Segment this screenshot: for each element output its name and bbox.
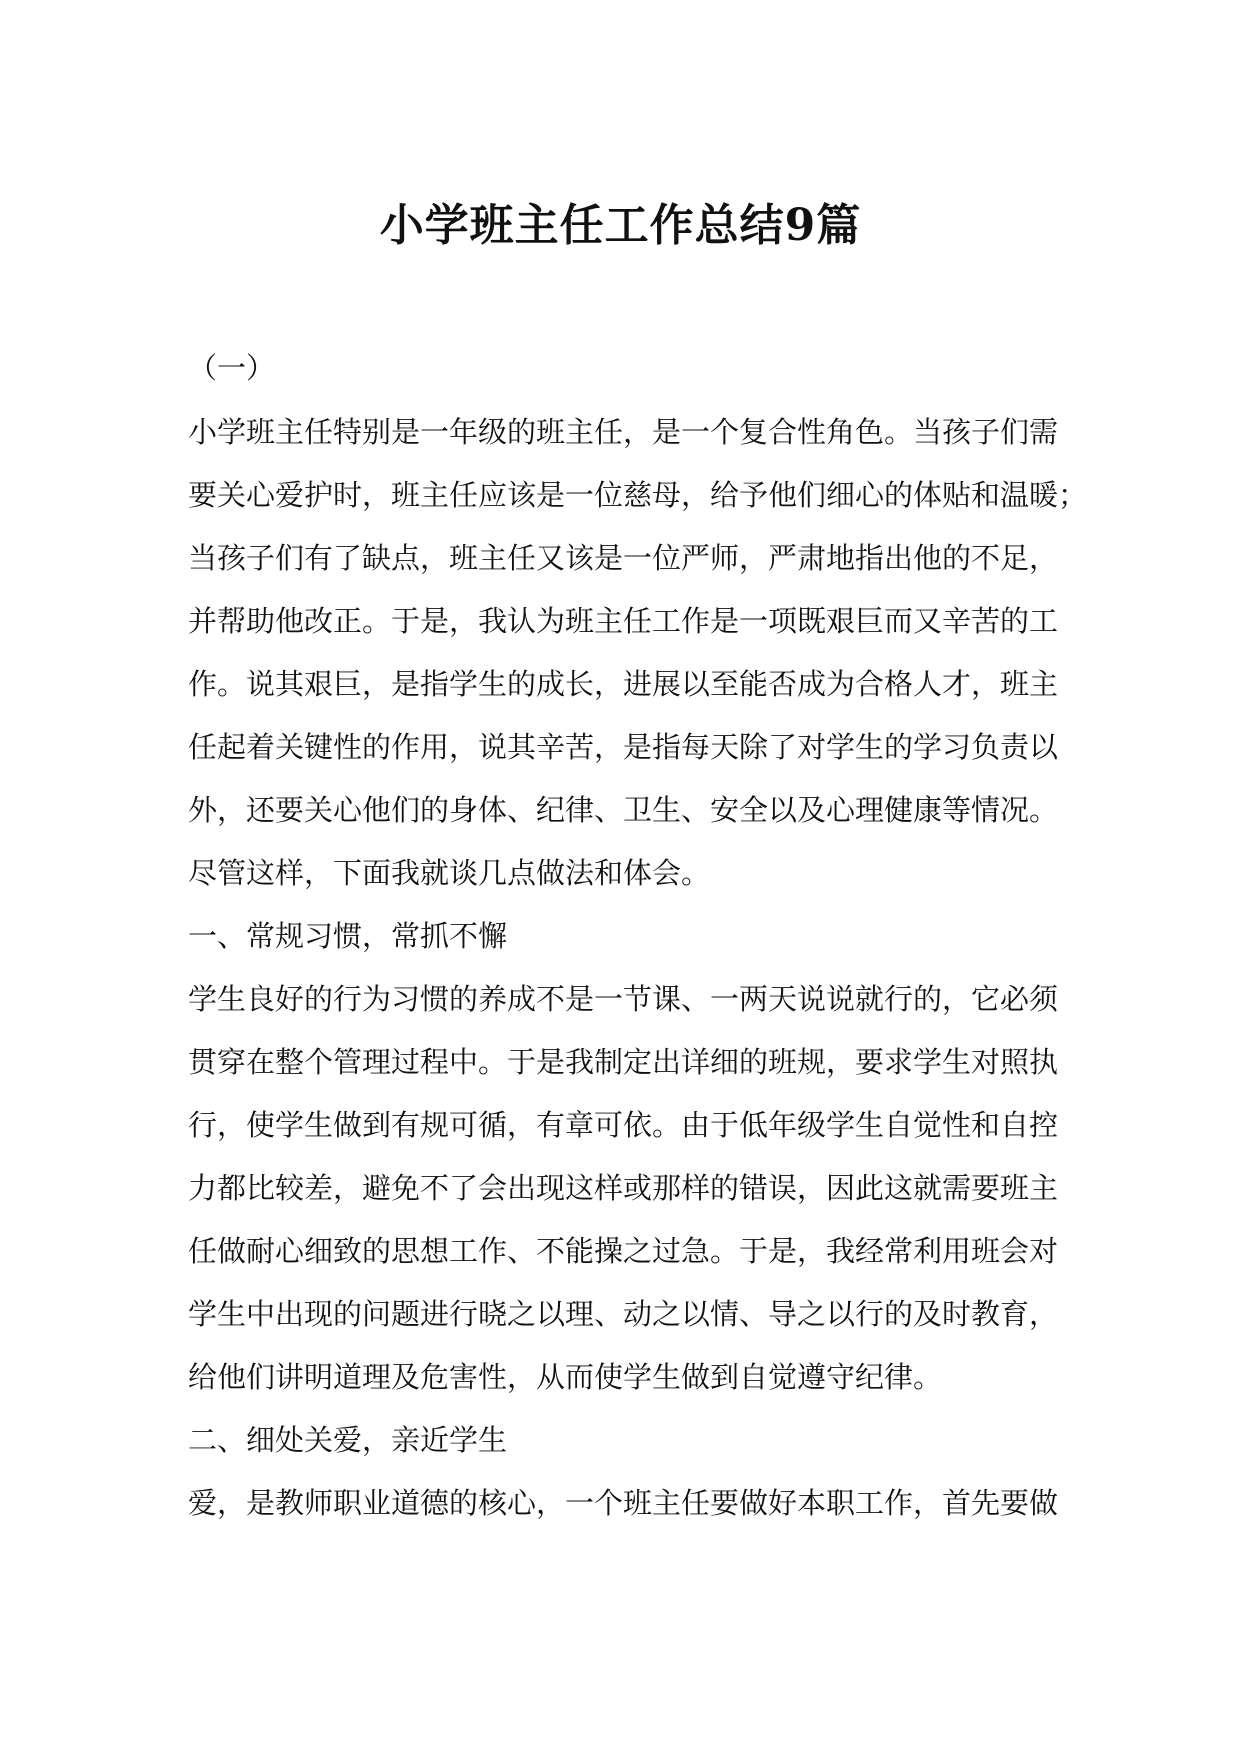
body-line: 行，使学生做到有规可循，有章可依。由于低年级学生自觉性和自控	[188, 1108, 1059, 1142]
body-line: 作。说其艰巨，是指学生的成长，进展以至能否成为合格人才，班主	[188, 667, 1059, 701]
body-line: 任起着关键性的作用，说其辛苦，是指每天除了对学生的学习负责以	[188, 730, 1059, 764]
body-line: 爱，是教师职业道德的核心，一个班主任要做好本职工作，首先要做	[188, 1486, 1059, 1520]
body-line: 力都比较差，避免不了会出现这样或那样的错误，因此这就需要班主	[188, 1171, 1059, 1205]
section-heading: 二、细处关爱，亲近学生	[188, 1423, 508, 1457]
body-line: 小学班主任特别是一年级的班主任，是一个复合性角色。当孩子们需	[188, 415, 1059, 449]
body-line: 学生中出现的问题进行晓之以理、动之以情、导之以行的及时教育，	[188, 1297, 1059, 1331]
body-line: 尽管这样，下面我就谈几点做法和体会。	[188, 856, 711, 890]
body-line: 并帮助他改正。于是，我认为班主任工作是一项既艰巨而又辛苦的工	[188, 604, 1059, 638]
body-line: 外，还要关心他们的身体、纪律、卫生、安全以及心理健康等情况。	[188, 793, 1059, 827]
body-line: 给他们讲明道理及危害性，从而使学生做到自觉遵守纪律。	[188, 1360, 943, 1394]
body-line: 任做耐心细致的思想工作、不能操之过急。于是，我经常利用班会对	[188, 1234, 1059, 1268]
body-line: 要关心爱护时，班主任应该是一位慈母，给予他们细心的体贴和温暖；	[188, 478, 1088, 512]
body-line: 贯穿在整个管理过程中。于是我制定出详细的班规，要求学生对照执	[188, 1045, 1059, 1079]
body-line: 学生良好的行为习惯的养成不是一节课、一两天说说就行的，它必须	[188, 982, 1059, 1016]
document-title: 小学班主任工作总结9篇	[379, 200, 862, 251]
section-heading: 一、常规习惯，常抓不懈	[188, 919, 508, 953]
section-marker: （一）	[188, 351, 276, 385]
body-line: 当孩子们有了缺点，班主任又该是一位严师，严肃地指出他的不足，	[188, 541, 1059, 575]
